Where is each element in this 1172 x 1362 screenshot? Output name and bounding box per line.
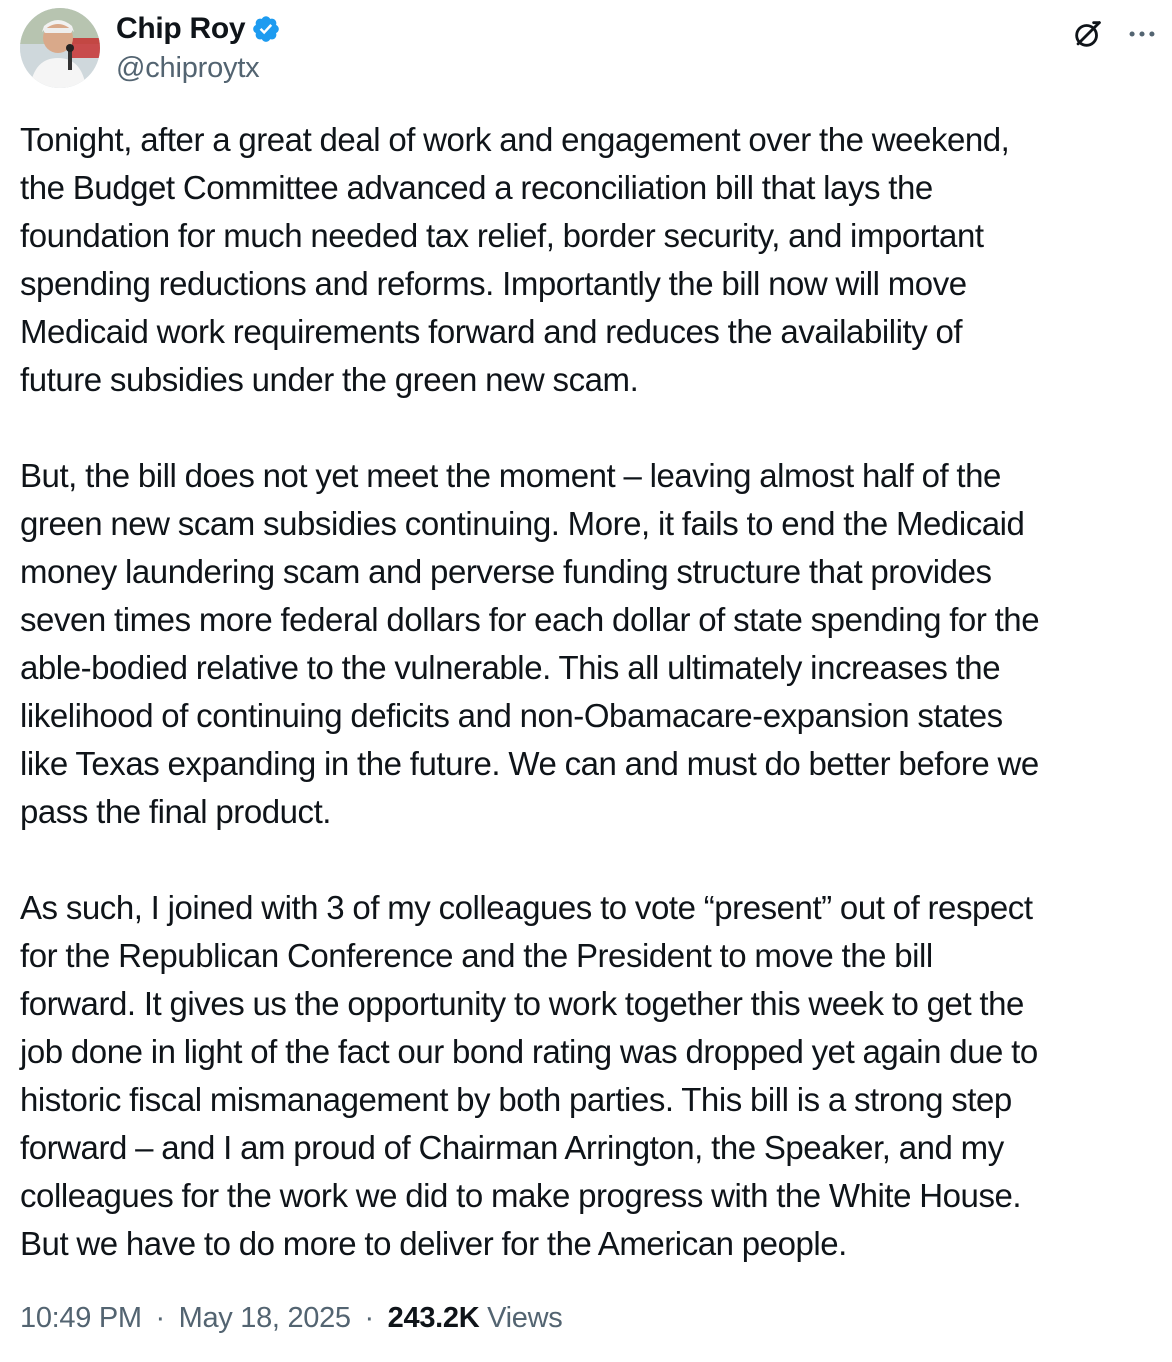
avatar[interactable] [20, 8, 100, 88]
text-line: money laundering scam and perverse funding structure that provides [20, 553, 992, 590]
meta-separator: · [155, 1302, 165, 1334]
paragraph-gap [20, 836, 1160, 884]
text-line: forward – and I am proud of Chairman Arrington, the Speaker, and my [20, 1129, 1004, 1166]
more-icon[interactable] [1124, 16, 1160, 52]
tweet-date[interactable]: May 18, 2025 [178, 1302, 351, 1334]
text-line: the Budget Committee advanced a reconciliation bill that lays the [20, 169, 933, 206]
text-line: spending reductions and reforms. Importantly the bill now will move [20, 265, 967, 302]
author-handle[interactable]: @chiproytx [116, 52, 260, 84]
verified-badge-icon[interactable] [251, 14, 281, 44]
name-row [116, 10, 281, 48]
tweet-header [20, 8, 1160, 90]
text-line: colleagues for the work we did to make progress with the White House. [20, 1177, 1022, 1214]
text-line: foundation for much needed tax relief, border security, and important [20, 217, 984, 254]
meta-separator: · [364, 1302, 374, 1334]
text-line: forward. It gives us the opportunity to work together this week to get the [20, 985, 1024, 1022]
views-label: Views [487, 1302, 563, 1334]
text-line: But we have to do more to deliver for the American people. [20, 1225, 847, 1262]
text-line: Medicaid work requirements forward and reduces the availability of [20, 313, 963, 350]
header-actions [1070, 16, 1160, 52]
text-line: But, the bill does not yet meet the moment – leaving almost half of the [20, 457, 1001, 494]
text-line: pass the final product. [20, 793, 332, 830]
text-line: like Texas expanding in the future. We can and must do better before we [20, 745, 1039, 782]
text-line: historic fiscal mismanagement by both parties. This bill is a strong step [20, 1081, 1012, 1118]
grok-icon[interactable] [1070, 16, 1106, 52]
text-line: Tonight, after a great deal of work and engagement over the weekend, [20, 121, 1010, 158]
text-line: job done in light of the fact our bond rating was dropped yet again due to [20, 1033, 1038, 1070]
paragraph-gap [20, 404, 1160, 452]
tweet-meta [20, 1302, 562, 1335]
text-line: green new scam subsidies continuing. More, it fails to end the Medicaid [20, 505, 1025, 542]
tweet-time[interactable]: 10:49 PM [20, 1302, 142, 1334]
text-line: likelihood of continuing deficits and non-Obamacare-expansion states [20, 697, 1003, 734]
text-line: future subsidies under the green new scam. [20, 361, 639, 398]
text-line: As such, I joined with 3 of my colleagues to vote “present” out of respect [20, 889, 1033, 926]
text-line: able-bodied relative to the vulnerable. This all ultimately increases the [20, 649, 1001, 686]
display-name[interactable]: Chip Roy [116, 12, 246, 45]
views-count[interactable]: 243.2K [387, 1302, 480, 1334]
tweet-text [20, 116, 1160, 1268]
author-identity [116, 10, 281, 85]
text-line: for the Republican Conference and the President to move the bill [20, 937, 933, 974]
text-line: seven times more federal dollars for each dollar of state spending for the [20, 601, 1040, 638]
